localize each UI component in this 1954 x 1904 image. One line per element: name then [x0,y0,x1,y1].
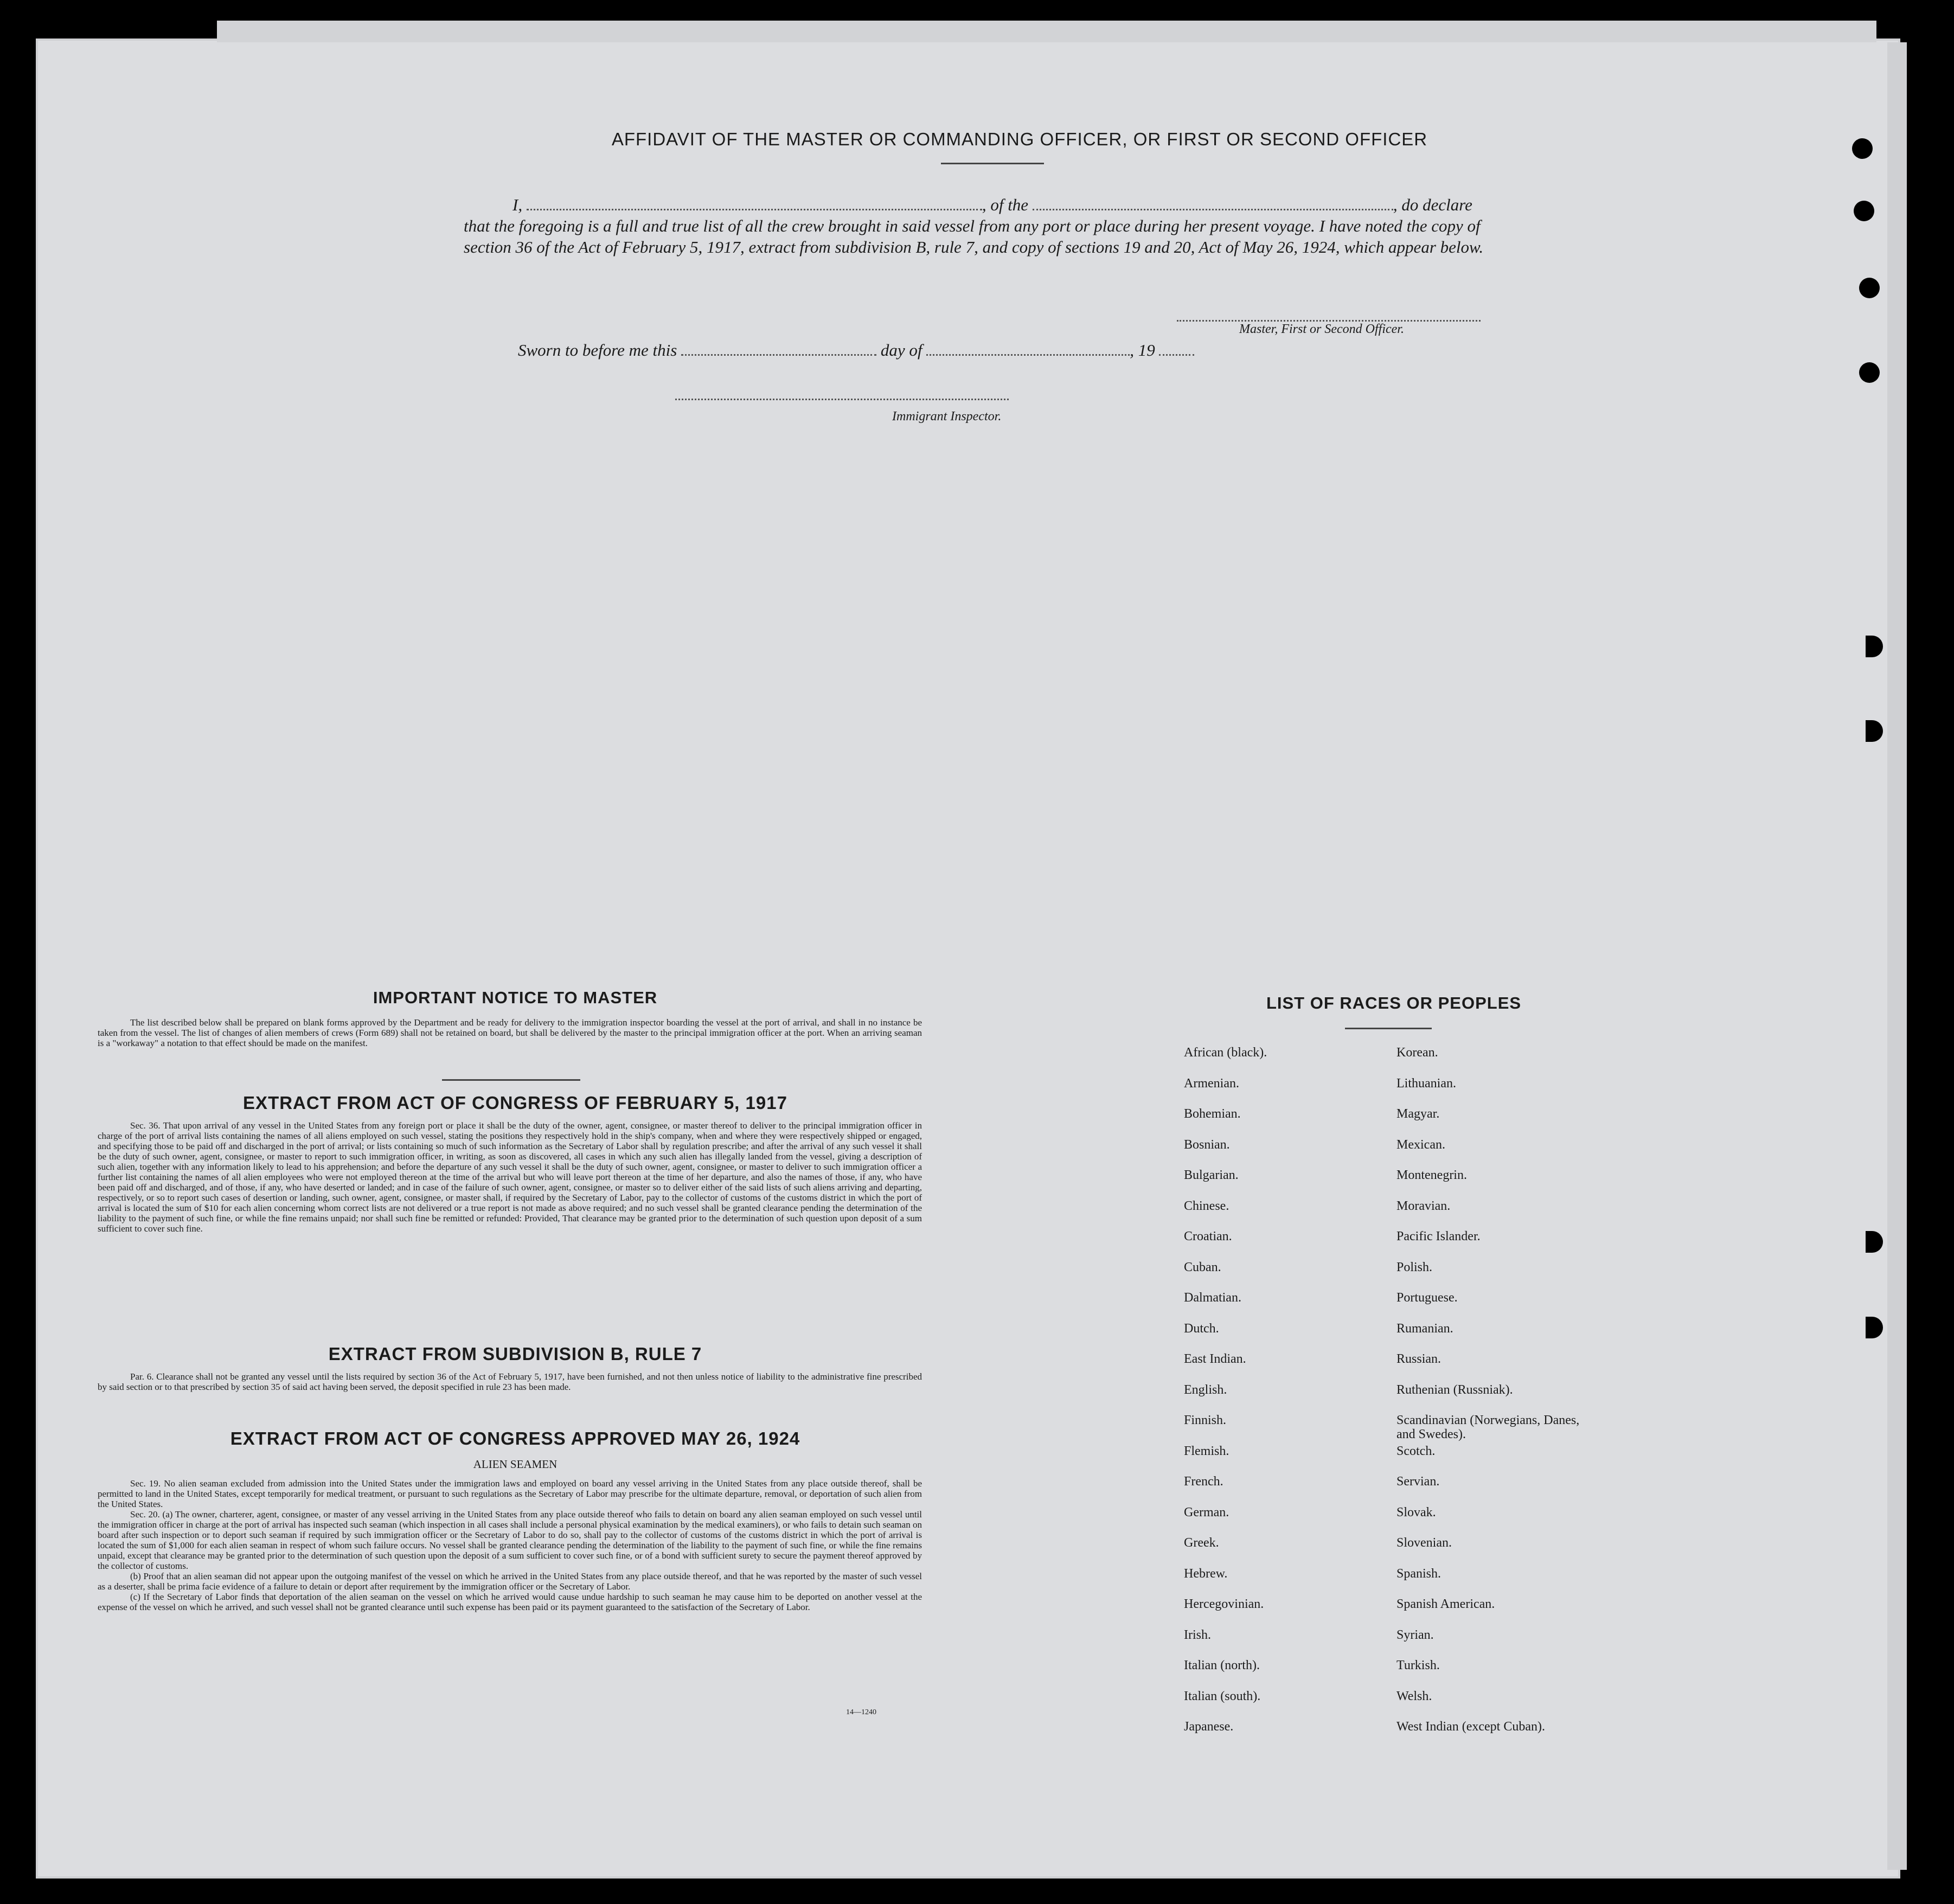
race-item: Rumanian. [1396,1321,1453,1336]
affidavit-body [464,194,1516,258]
race-item: Servian. [1396,1475,1440,1489]
day-of-label: day of [880,341,922,360]
race-item: Syrian. [1396,1627,1434,1642]
race-item: Turkish. [1396,1658,1440,1672]
affidavit-text: that the foregoing is a full and true list of all the crew brought in said vessel from any port or place during her present voyage. I have noted the copy of section 36 of the Act of February 5, 1917, extract from subdivision B, rule 7, and copy of sections 19 and 20, Act of May 26, 1924, which appear below. [464,216,1484,257]
race-item: Welsh. [1396,1689,1432,1703]
race-item: East Indian. [1184,1352,1246,1366]
inspector-label: Immigrant Inspector. [892,409,1002,424]
race-item: Scandinavian (Norwegians, Danes, and Swedes). [1396,1413,1580,1441]
race-item: Spanish American. [1396,1597,1495,1611]
punch-hole [1859,278,1880,298]
extract-rule7-text: Par. 6. Clearance shall not be granted any vessel until the lists required by section 36 of the Act of February 5, 1917, have been furnished, and not then unless notice of liability to the administrative fine prescribed by said section or to that prescribed by section 35 of said act having been served, the deposit specified in rule 23 has been made. [98,1371,922,1392]
do-declare-label: , do declare [1393,195,1472,214]
race-item: Greek. [1184,1536,1219,1550]
sec20c-text: (c) If the Secretary of Labor finds that deportation of the alien seaman on the vessel on which he arrived would cause undue hardship to such seaman he may cause him to be deported on another vessel at the expense of the vessel on which he arrived, and such vessel shall not be granted clearance until such expense has been paid or its payment guaranteed to the satisfaction of the Secretary of Labor. [98,1592,922,1612]
sworn-year-field[interactable] [1159,354,1194,356]
extract-1917-text: Sec. 36. That upon arrival of any vessel in the United States from any foreign port or place it shall be the duty of the owner, agent, consignee, or master thereof to deliver to the principal immigration officer in charge of the port of arrival lists containing the names of all aliens employed on such vessel, stating the positions they respectively hold in the ship's company, when and where they were respectively shipped or engaged, and specifying those to be paid off and discharged in the port of arrival; or lists containing so much of such information as the Secretary of Labor shall by regulation prescribe; and after the arrival of any such vessel it shall be the duty of such owner, agent, consignee, or master to report to such immigration officer, in writing, as soon as discovered, all cases in which any such alien has illegally landed from the vessel, giving a description of such alien, together with any information likely to lead to his apprehension; and before the departure of any such vessel it shall be the duty of such owner, agent, consignee, or master to deliver to such immigration officer a further list containing the names of all alien employees who were not employed thereon at the time of the arrival but who will leave port thereon at the time of her departure, and also the names of those, if any, who have been paid off and discharged, and of those, if any, who have deserted or landed; and in case of the failure of such owner, agent, consignee, or master so to deliver either of the said lists of such aliens arriving and departing, respectively, or so to report such cases of desertion or landing, such owner, agent, consignee, or master shall, if required by the Secretary of Labor, pay to the collector of customs of the customs district in which the port of arrival is located the sum of $10 for each alien concerning whom correct lists are not delivered or a true report is not made as above required; and no such vessel shall be granted clearance pending the determination of the liability to the payment of such fine, or while the fine remains unpaid; nor shall such fine be remitted or refunded: Provided, That clearance may be granted prior to the determination of such question upon deposit of a sum sufficient to cover such fine. [98,1120,922,1234]
race-item: Armenian. [1184,1076,1239,1091]
affidavit-title: AFFIDAVIT OF THE MASTER OR COMMANDING OFFICER, OR FIRST OR SECOND OFFICER [611,129,1428,149]
race-item: Italian (north). [1184,1658,1260,1672]
vessel-field[interactable] [1033,209,1393,210]
sec20a-text: Sec. 20. (a) The owner, charterer, agent, consignee, or master of any vessel arriving in the United States from any place outside thereof who fails to detain on board any alien seaman employed on such vessel until the immigration officer in charge at the port of arrival has inspected such seaman (which inspection in all cases shall include a personal physical examination by the medical examiners), or who fails to detain such seaman on board after such inspection or to deport such seaman if required by such immigration officer or the Secretary of Labor to do so, shall pay to the collector of customs of the customs district in which the port of arrival is located the sum of $1,000 for each alien seaman in respect of whom such failure occurs. No vessel shall be granted clearance pending the determination of the liability to the payment of such fine, or while the fine remains unpaid, except that clearance may be granted prior to the determination of such question upon the deposit of a sum sufficient to cover such fine, or of a bond with sufficient surety to secure the payment thereof approved by the collector of customs. [98,1509,922,1571]
extract-1917-title: EXTRACT FROM ACT OF CONGRESS OF FEBRUARY 5, 1917 [243,1093,787,1113]
notice-text: The list described below shall be prepared on blank forms approved by the Department and be ready for delivery to the immigration inspector boarding the vessel at the port of arrival, and shall in no instance be taken from the vessel. The list of changes of alien members of crews (Form 689) shall not be retained on board, but shall be delivered by the master to the principal immigration officer at the port. When an arriving seaman is a "workaway" a notation to that effect should be made on the manifest. [98,1017,922,1048]
race-item: Spanish. [1396,1566,1442,1581]
race-item: Montenegrin. [1396,1168,1467,1182]
name-field[interactable] [527,209,982,210]
race-item: Dutch. [1184,1321,1219,1336]
race-item: Chinese. [1184,1198,1229,1213]
affidavit-line-1 [464,194,1516,215]
race-item: Moravian. [1396,1198,1451,1213]
section-rule [442,1079,580,1081]
i-label: I, [512,195,523,214]
sworn-day-field[interactable] [681,354,876,356]
race-item: Polish. [1396,1260,1433,1274]
sworn-line [518,341,1194,360]
page-edge-right [1887,42,1907,1870]
race-item: Magyar. [1396,1107,1440,1121]
race-item: Croatian. [1184,1229,1232,1243]
punch-hole [1859,362,1880,383]
race-item: Korean. [1396,1046,1438,1060]
race-item: Irish. [1184,1627,1211,1642]
races-left-column [1184,1046,1267,1751]
races-rule [1345,1028,1432,1029]
race-item: Russian. [1396,1352,1442,1366]
extract-rule7-title: EXTRACT FROM SUBDIVISION B, RULE 7 [328,1344,702,1364]
race-item: Finnish. [1184,1413,1227,1427]
race-item: Pacific Islander. [1396,1229,1481,1243]
races-right-column [1396,1046,1592,1751]
race-item: Scotch. [1396,1444,1436,1458]
race-item: Mexican. [1396,1137,1445,1152]
race-item: Slovenian. [1396,1536,1452,1550]
race-item: German. [1184,1505,1229,1520]
punch-hole [1854,201,1874,221]
race-item: Ruthenian (Russniak). [1396,1382,1513,1397]
race-item: Bulgarian. [1184,1168,1239,1182]
sworn-label: Sworn to before me this [518,341,677,360]
race-item: Bosnian. [1184,1137,1230,1152]
signature-label: Master, First or Second Officer. [1239,322,1404,336]
race-item: Japanese. [1184,1720,1234,1734]
inspector-signature-line[interactable] [675,399,1009,400]
race-item: Italian (south). [1184,1689,1261,1703]
race-item: Flemish. [1184,1444,1229,1458]
race-item: Cuban. [1184,1260,1221,1274]
punch-hole [1852,138,1873,159]
sworn-month-field[interactable] [926,354,1130,356]
races-title: LIST OF RACES OR PEOPLES [1266,993,1522,1012]
extract-1924-title: EXTRACT FROM ACT OF CONGRESS APPROVED MAY 26, 1924 [230,1428,800,1448]
race-item: African (black). [1184,1046,1267,1060]
extract-1924-subtitle: ALIEN SEAMEN [473,1458,558,1471]
race-item: Slovak. [1396,1505,1436,1520]
of-the-label: , of the [982,195,1029,214]
extract-1924-body [98,1478,922,1612]
race-item: Lithuanian. [1396,1076,1456,1091]
race-item: Bohemian. [1184,1107,1241,1121]
sec19-text: Sec. 19. No alien seaman excluded from admission into the United States under the immigration laws and employed on board any vessel arriving in the United States from any place outside thereof, shall be permitted to land in the United States, except temporarily for medical treatment, or pursuant to such regulations as the Secretary of Labor may prescribe for the ultimate departure, removal, or deportation of such alien from the United States. [98,1478,922,1509]
race-item: Portuguese. [1396,1291,1458,1305]
form-number: 14—1240 [846,1708,876,1716]
race-item: English. [1184,1382,1227,1397]
signature-line[interactable] [1177,320,1481,322]
year-label: , 19 [1130,341,1155,360]
race-item: Hercegovinian. [1184,1597,1264,1611]
race-item: Hebrew. [1184,1566,1228,1581]
race-item: West Indian (except Cuban). [1396,1720,1545,1734]
sec20b-text: (b) Proof that an alien seaman did not appear upon the outgoing manifest of the vessel on which he arrived in the United States from any place outside thereof, and that he was reported by the master of such vessel as a deserter, shall be prima facie evidence of a failure to detain or deport after requirement by the immigration officer or the Secretary of Labor. [98,1571,922,1592]
race-item: French. [1184,1475,1223,1489]
notice-title: IMPORTANT NOTICE TO MASTER [373,988,658,1007]
title-rule [941,163,1044,164]
page-edge-top [217,21,1876,42]
race-item: Dalmatian. [1184,1291,1241,1305]
